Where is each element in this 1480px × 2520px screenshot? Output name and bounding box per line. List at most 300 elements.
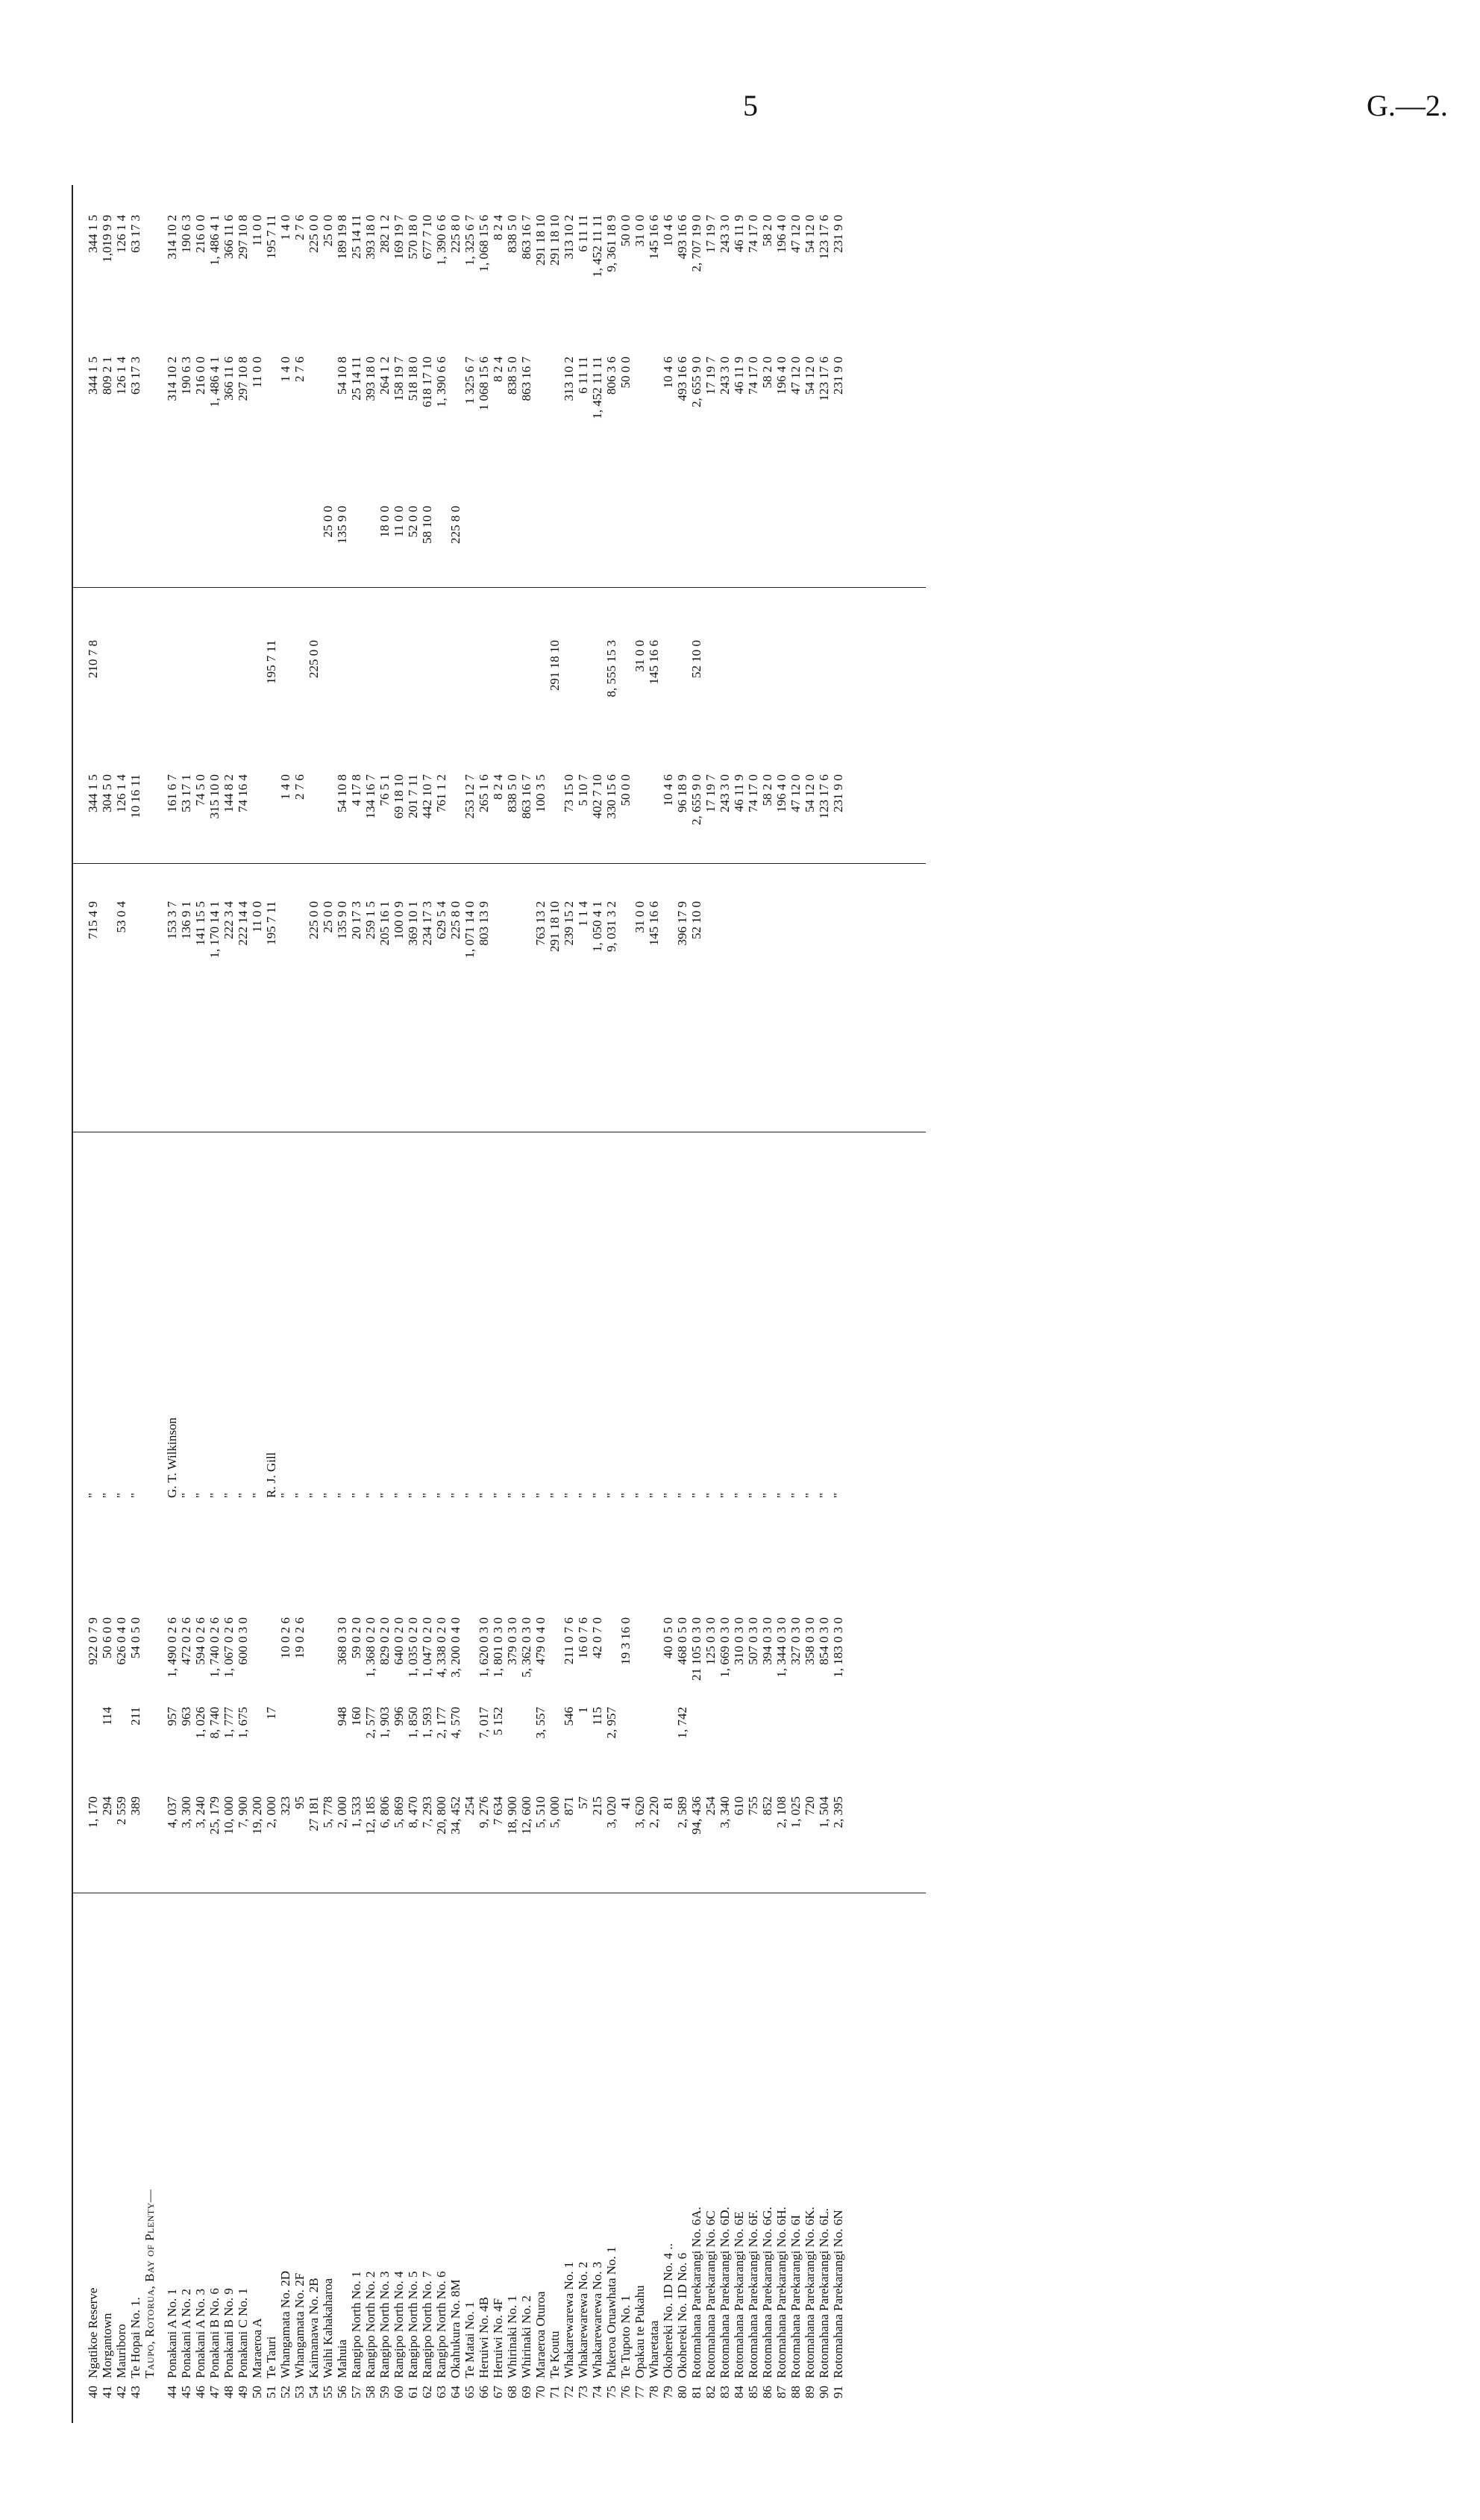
cell-j: 393 18 0: [363, 215, 377, 260]
table-row: [831, 185, 845, 2423]
cell-j: 196 4 0: [774, 215, 788, 253]
cell-area: 5, 510: [533, 1796, 548, 1828]
cell-no: 48: [222, 2386, 236, 2398]
cell-area: 6, 806: [377, 1796, 392, 1828]
cell-j: 282 1 2: [377, 215, 392, 253]
cell-e: 25 0 0: [321, 901, 335, 933]
table-row: [448, 185, 462, 2423]
cell-surveyor: ": [661, 1493, 675, 1498]
cell-area: 27 181: [307, 1796, 321, 1831]
cell-name: Opakau te Pukahu: [633, 2285, 647, 2378]
cell-i: 58 2 0: [760, 357, 774, 389]
cell-name: Ponakani A No. 3: [193, 2289, 207, 2378]
cell-e: 11 0 0: [250, 901, 264, 933]
cell-name: Heruiwi No. 4F: [491, 2298, 505, 2378]
cell-j: 169 19 7: [392, 215, 406, 260]
cell-surveyor: ": [491, 1493, 505, 1498]
cell-surveyor: ": [321, 1493, 335, 1498]
cell-i: 196 4 0: [774, 357, 788, 395]
cell-surveyor: ": [307, 1493, 321, 1498]
cell-area: 8, 470: [406, 1796, 420, 1828]
cell-c: 211 0 7 6: [562, 1617, 576, 1665]
cell-area: 57: [576, 1796, 590, 1809]
cell-j: 11 0 0: [250, 215, 264, 246]
cell-name: Okohereki No. 1D No. 4 ..: [661, 2243, 675, 2378]
cell-c: 310 0 3 0: [732, 1617, 746, 1665]
cell-j: 6 11 11: [576, 215, 590, 252]
cell-b: 17: [264, 1707, 278, 1720]
cell-surveyor: ": [250, 1493, 264, 1498]
cell-e: 291 18 10: [548, 901, 562, 952]
cell-f: 73 15 0: [562, 774, 576, 812]
cell-f: 2 7 6: [292, 774, 307, 800]
cell-j: 863 16 7: [519, 215, 533, 260]
table-row: [562, 185, 576, 2423]
cell-area: 2, 395: [831, 1796, 845, 1828]
cell-surveyor: ": [633, 1493, 647, 1498]
cell-e: 153 3 7: [165, 901, 179, 939]
cell-c: 1, 669 0 3 0: [718, 1617, 732, 1678]
cell-f: 315 10 0: [207, 774, 222, 819]
cell-surveyor: ": [392, 1493, 406, 1498]
table-row: [661, 185, 675, 2423]
table-row: [250, 185, 264, 2423]
cell-b: 7, 017: [477, 1707, 491, 1739]
cell-area: 4, 037: [165, 1796, 179, 1828]
cell-i: 17 19 7: [703, 357, 718, 395]
cell-area: 7 634: [491, 1796, 505, 1825]
cell-f: 330 15 6: [604, 774, 618, 819]
cell-i: 54 12 0: [803, 357, 817, 395]
cell-area: 18, 900: [505, 1796, 519, 1834]
cell-surveyor: ": [817, 1493, 831, 1498]
cell-area: 3, 240: [193, 1796, 207, 1828]
cell-f: 50 0 0: [618, 774, 633, 806]
cell-no: 47: [207, 2386, 222, 2398]
cell-no: 45: [179, 2386, 193, 2398]
cell-c: 1, 490 0 2 6: [165, 1617, 179, 1678]
cell-f: 761 1 2: [434, 774, 448, 812]
cell-no: 63: [434, 2386, 448, 2398]
cell-b: 957: [165, 1707, 179, 1726]
cell-b: 5 152: [491, 1707, 505, 1736]
cell-i: 618 17 10: [420, 357, 434, 407]
cell-name: Ponakani C No. 1: [236, 2288, 250, 2378]
cell-c: 19 3 16 0: [618, 1617, 633, 1665]
cell-surveyor: ": [548, 1493, 562, 1498]
cell-j: 216 0 0: [193, 215, 207, 253]
cell-c: 21 105 0 3 0: [689, 1617, 703, 1681]
cell-surveyor: ": [788, 1493, 803, 1498]
cell-surveyor: ": [292, 1493, 307, 1498]
cell-i: 126 1 4: [114, 357, 128, 395]
cell-area: 12, 185: [363, 1796, 377, 1834]
cell-f: 304 5 0: [100, 774, 114, 812]
cell-j: 46 11 9: [732, 215, 746, 253]
cell-c: 4, 338 0 2 0: [434, 1617, 448, 1678]
table-row: [519, 185, 533, 2423]
cell-c: 3, 200 0 4 0: [448, 1617, 462, 1678]
cell-name: Rangipo North No. 7: [420, 2271, 434, 2378]
cell-e: 225 0 0: [307, 901, 321, 939]
cell-area: 871: [562, 1796, 576, 1816]
cell-surveyor: ": [420, 1493, 434, 1498]
cell-name: Rotomahana Parekarangi No. 6L.: [817, 2207, 831, 2378]
cell-no: 77: [633, 2386, 647, 2398]
cell-j: 2, 707 19 0: [689, 215, 703, 272]
cell-c: 16 0 7 6: [576, 1617, 590, 1659]
cell-c: 10 0 2 6: [278, 1617, 292, 1659]
cell-name: Mahuia: [335, 2339, 349, 2378]
cell-name: Wharetataa: [647, 2320, 661, 2378]
cell-b: 114: [100, 1707, 114, 1726]
cell-i: 231 9 0: [831, 357, 845, 395]
cell-c: 327 0 3 0: [788, 1617, 803, 1665]
cell-e: 629 5 4: [434, 901, 448, 939]
cell-e: 141 15 5: [193, 901, 207, 946]
cell-j: 1, 452 11 11: [590, 215, 604, 278]
table-row: [307, 185, 321, 2423]
cell-i: 809 2 1: [100, 357, 114, 395]
cell-name: Rotomahana Parekarangi No. 6F.: [746, 2210, 760, 2378]
cell-c: 626 0 4 0: [114, 1617, 128, 1665]
table-row: [100, 185, 114, 2423]
cell-c: 1, 620 0 3 0: [477, 1617, 491, 1678]
table-row: [590, 185, 604, 2423]
cell-name: Rotomahana Parekarangi No. 6I: [788, 2214, 803, 2378]
cell-f: 5 10 7: [576, 774, 590, 806]
cell-name: Rangipo North No. 2: [363, 2271, 377, 2378]
return-table: [86, 185, 845, 2423]
cell-j: 54 12 0: [803, 215, 817, 253]
cell-no: 40: [86, 2386, 100, 2398]
cell-no: 49: [236, 2386, 250, 2398]
cell-e: 20 17 3: [349, 901, 363, 939]
cell-f: 58 2 0: [760, 774, 774, 806]
cell-i: 123 17 6: [817, 357, 831, 401]
cell-f: 144 8 2: [222, 774, 236, 812]
cell-no: 91: [831, 2386, 845, 2398]
table-row: [647, 185, 661, 2423]
cell-j: 9, 361 18 9: [604, 215, 618, 272]
cell-no: 82: [703, 2386, 718, 2398]
table-row: [718, 185, 732, 2423]
rotated-table-page: [0, 97, 1414, 2520]
cell-b: 1, 903: [377, 1707, 392, 1739]
cell-surveyor: ": [278, 1493, 292, 1498]
cell-area: 41: [618, 1796, 633, 1809]
cell-area: 3, 020: [604, 1796, 618, 1828]
cell-area: 1, 533: [349, 1796, 363, 1828]
cell-j: 1, 486 4 1: [207, 215, 222, 266]
cell-name: Ngatikoe Reserve: [86, 2287, 100, 2378]
cell-j: 291 18 10: [548, 215, 562, 266]
table-row: [788, 185, 803, 2423]
table-row: [803, 185, 817, 2423]
cell-f: 100 3 5: [533, 774, 548, 812]
cell-e: 145 16 6: [647, 901, 661, 946]
cell-e: 53 0 4: [114, 901, 128, 933]
cell-area: 254: [462, 1796, 477, 1816]
cell-no: 89: [803, 2386, 817, 2398]
cell-j: 291 18 10: [533, 215, 548, 266]
cell-area: 10, 000: [222, 1796, 236, 1834]
cell-e: 234 17 3: [420, 901, 434, 946]
cell-b: 115: [590, 1707, 604, 1726]
cell-j: 25 0 0: [321, 215, 335, 247]
cell-i: 297 10 8: [236, 357, 250, 401]
cell-j: 1 4 0: [278, 215, 292, 240]
cell-area: 215: [590, 1796, 604, 1816]
cell-e: 195 7 11: [264, 901, 278, 945]
cell-surveyor: ": [732, 1493, 746, 1498]
cell-b: 948: [335, 1707, 349, 1726]
section-heading: Taupo, Rotorua, Bay of Plenty—: [142, 2189, 157, 2378]
cell-name: Rangipo North No. 3: [377, 2271, 392, 2378]
cell-j: 243 3 0: [718, 215, 732, 253]
cell-f: 231 9 0: [831, 774, 845, 812]
cell-f: 76 5 1: [377, 774, 392, 806]
cell-no: 56: [335, 2386, 349, 2398]
cell-h: 225 8 0: [448, 506, 462, 544]
cell-name: Te Hopai No. 1.: [128, 2297, 142, 2378]
cell-b: 1, 742: [675, 1707, 689, 1739]
cell-no: 46: [193, 2386, 207, 2398]
cell-f: 4 17 8: [349, 774, 363, 806]
cell-j: 313 10 2: [562, 215, 576, 260]
cell-name: Ponakani B No. 9: [222, 2288, 236, 2378]
cell-no: 52: [278, 2386, 292, 2398]
cell-area: 2, 000: [335, 1796, 349, 1828]
cell-no: 88: [788, 2386, 803, 2398]
cell-c: 600 0 3 0: [236, 1617, 250, 1665]
cell-no: 58: [363, 2386, 377, 2398]
cell-f: 201 7 11: [406, 774, 420, 818]
cell-name: Te Tauri: [264, 2336, 278, 2378]
cell-surveyor: ": [675, 1493, 689, 1498]
cell-e: 136 9 1: [179, 901, 193, 939]
cell-surveyor: ": [114, 1493, 128, 1498]
table-row: [633, 185, 647, 2423]
cell-c: 54 0 5 0: [128, 1617, 142, 1659]
cell-j: 2 7 6: [292, 215, 307, 240]
cell-name: Whakarewarewa No. 1: [562, 2261, 576, 2378]
cell-f: 838 5 0: [505, 774, 519, 812]
cell-f: 74 16 4: [236, 774, 250, 812]
cell-i: 518 18 0: [406, 357, 420, 401]
table-row: [505, 185, 519, 2423]
cell-name: Morgantown: [100, 2313, 114, 2378]
cell-name: Whirinaki No. 1: [505, 2295, 519, 2378]
cell-j: 17 19 7: [703, 215, 718, 253]
cell-no: 83: [718, 2386, 732, 2398]
cell-f: 96 18 9: [675, 774, 689, 812]
cell-i: 50 0 0: [618, 357, 633, 389]
cell-area: 610: [732, 1796, 746, 1816]
cell-area: 12, 600: [519, 1796, 533, 1834]
cell-b: 546: [562, 1707, 576, 1726]
cell-b: 211: [128, 1707, 142, 1726]
cell-c: 50 6 0 0: [100, 1617, 114, 1659]
cell-no: 76: [618, 2386, 633, 2398]
cell-b: 996: [392, 1707, 406, 1726]
table-row: [236, 185, 250, 2423]
cell-c: 19 0 2 6: [292, 1617, 307, 1659]
cell-b: 1, 026: [193, 1707, 207, 1739]
cell-f: 10 16 11: [128, 774, 142, 818]
cell-c: 1, 183 0 3 0: [831, 1617, 845, 1678]
cell-name: Whangamata No. 2F: [292, 2272, 307, 2378]
cell-no: 74: [590, 2386, 604, 2398]
cell-e: 239 15 2: [562, 901, 576, 946]
cell-j: 1, 068 15 6: [477, 215, 491, 272]
cell-f: 53 17 1: [179, 774, 193, 812]
cell-f: 8 2 4: [491, 774, 505, 800]
cell-j: 195 7 11: [264, 215, 278, 259]
cell-name: Rotomahana Parekarangi No. 6K.: [803, 2207, 817, 2378]
cell-i: 46 11 9: [732, 357, 746, 395]
cell-g: 31 0 0: [633, 640, 647, 672]
cell-e: 31 0 0: [633, 901, 647, 933]
cell-i: 54 10 8: [335, 357, 349, 395]
cell-surveyor: ": [236, 1493, 250, 1498]
table-row: [533, 185, 548, 2423]
cell-name: Rotomahana Parekarangi No. 6A.: [689, 2207, 703, 2378]
cell-surveyor: ": [718, 1493, 732, 1498]
cell-b: 3, 557: [533, 1707, 548, 1739]
cell-no: 42: [114, 2386, 128, 2398]
table-row: [349, 185, 363, 2423]
cell-no: 68: [505, 2386, 519, 2398]
cell-f: 1 4 0: [278, 774, 292, 800]
cell-j: 50 0 0: [618, 215, 633, 247]
cell-f: 74 5 0: [193, 774, 207, 806]
cell-area: 2, 589: [675, 1796, 689, 1828]
cell-e: 100 0 9: [392, 901, 406, 939]
table-row: [335, 185, 349, 2423]
cell-name: Rotomahana Parekarangi No. 6H.: [774, 2207, 788, 2378]
cell-name: Mauriboro: [114, 2324, 128, 2378]
cell-name: Whirinaki No. 2: [519, 2295, 533, 2378]
cell-name: Pukeroa Oruawhata No. 1: [604, 2246, 618, 2378]
cell-i: 1, 452 11 11: [590, 357, 604, 419]
table-row: [817, 185, 831, 2423]
cell-f: 123 17 6: [817, 774, 831, 819]
cell-area: 9, 276: [477, 1796, 491, 1828]
cell-surveyor: ": [128, 1493, 142, 1498]
cell-no: 54: [307, 2386, 321, 2398]
cell-h: 18 0 0: [377, 506, 392, 538]
cell-b: 2, 577: [363, 1707, 377, 1739]
cell-b: 1, 593: [420, 1707, 434, 1739]
table-row: [222, 185, 236, 2423]
cell-c: 472 0 2 6: [179, 1617, 193, 1665]
cell-j: 145 16 6: [647, 215, 661, 260]
cell-area: 755: [746, 1796, 760, 1816]
cell-surveyor: ": [604, 1493, 618, 1498]
cell-name: Rangipo North No. 4: [392, 2271, 406, 2378]
cell-j: 74 17 0: [746, 215, 760, 253]
cell-surveyor: ": [562, 1493, 576, 1498]
cell-c: 42 0 7 0: [590, 1617, 604, 1659]
cell-name: Okahukura No. 8M: [448, 2279, 462, 2378]
table-row: [278, 185, 292, 2423]
cell-c: 468 0 5 0: [675, 1617, 689, 1665]
cell-f: 344 1 5: [86, 774, 100, 812]
cell-e: 222 14 4: [236, 901, 250, 946]
cell-name: Rotomahana Parekarangi No. 6G.: [760, 2207, 774, 2378]
cell-f: 54 10 8: [335, 774, 349, 812]
cell-no: 50: [250, 2386, 264, 2398]
cell-b: 2, 957: [604, 1707, 618, 1739]
cell-f: 243 3 0: [718, 774, 732, 812]
cell-j: 58 2 0: [760, 215, 774, 247]
cell-no: 64: [448, 2386, 462, 2398]
cell-h: 58 10 0: [420, 506, 434, 544]
cell-no: 66: [477, 2386, 491, 2398]
table-row: [576, 185, 590, 2423]
cell-surveyor: ": [590, 1493, 604, 1498]
cell-name: Ponakani A No. 2: [179, 2289, 193, 2378]
cell-i: 493 16 6: [675, 357, 689, 401]
cell-name: Rotomahana Parekarangi No. 6C: [703, 2210, 718, 2378]
cell-name: Maraeroa A: [250, 2318, 264, 2378]
cell-surveyor: ": [803, 1493, 817, 1498]
cell-area: 7, 293: [420, 1796, 434, 1828]
cell-name: Te Matai No. 1: [462, 2301, 477, 2378]
cell-j: 25 14 11: [349, 215, 363, 259]
cell-j: 366 11 6: [222, 215, 236, 259]
cell-i: 1, 390 6 6: [434, 357, 448, 407]
cell-j: 231 9 0: [831, 215, 845, 253]
cell-c: 507 0 3 0: [746, 1617, 760, 1665]
cell-surveyor: ": [406, 1493, 420, 1498]
cell-c: 40 0 5 0: [661, 1617, 675, 1659]
cell-name: Whakarewarewa No. 2: [576, 2261, 590, 2378]
cell-j: 31 0 0: [633, 215, 647, 247]
cell-no: 80: [675, 2386, 689, 2398]
cell-i: 344 1 5: [86, 357, 100, 395]
cell-surveyor: ": [207, 1493, 222, 1498]
cell-e: 225 8 0: [448, 901, 462, 939]
cell-b: 1, 850: [406, 1707, 420, 1739]
page-number: 5: [743, 89, 758, 122]
cell-no: 43: [128, 2386, 142, 2398]
cell-b: 1, 675: [236, 1707, 250, 1739]
cell-h: 25 0 0: [321, 506, 335, 538]
cell-c: 1, 368 0 2 0: [363, 1617, 377, 1678]
cell-i: 190 6 3: [179, 357, 193, 395]
cell-area: 5, 869: [392, 1796, 406, 1828]
cell-b: 2, 177: [434, 1707, 448, 1739]
cell-b: 963: [179, 1707, 193, 1726]
cell-area: 34, 452: [448, 1796, 462, 1834]
cell-f: 47 12 0: [788, 774, 803, 812]
cell-f: 2, 655 9 0: [689, 774, 703, 825]
cell-no: 67: [491, 2386, 505, 2398]
cell-g: 52 10 0: [689, 640, 703, 678]
cell-no: 59: [377, 2386, 392, 2398]
cell-i: 1 068 15 6: [477, 357, 491, 411]
cell-f: 402 7 10: [590, 774, 604, 819]
cell-i: 47 12 0: [788, 357, 803, 395]
table-row: [264, 185, 278, 2423]
cell-e: 9, 031 3 2: [604, 901, 618, 952]
cell-e: 1, 050 4 1: [590, 901, 604, 952]
table-row: [548, 185, 562, 2423]
cell-i: 11 0 0: [250, 357, 264, 388]
cell-no: 62: [420, 2386, 434, 2398]
